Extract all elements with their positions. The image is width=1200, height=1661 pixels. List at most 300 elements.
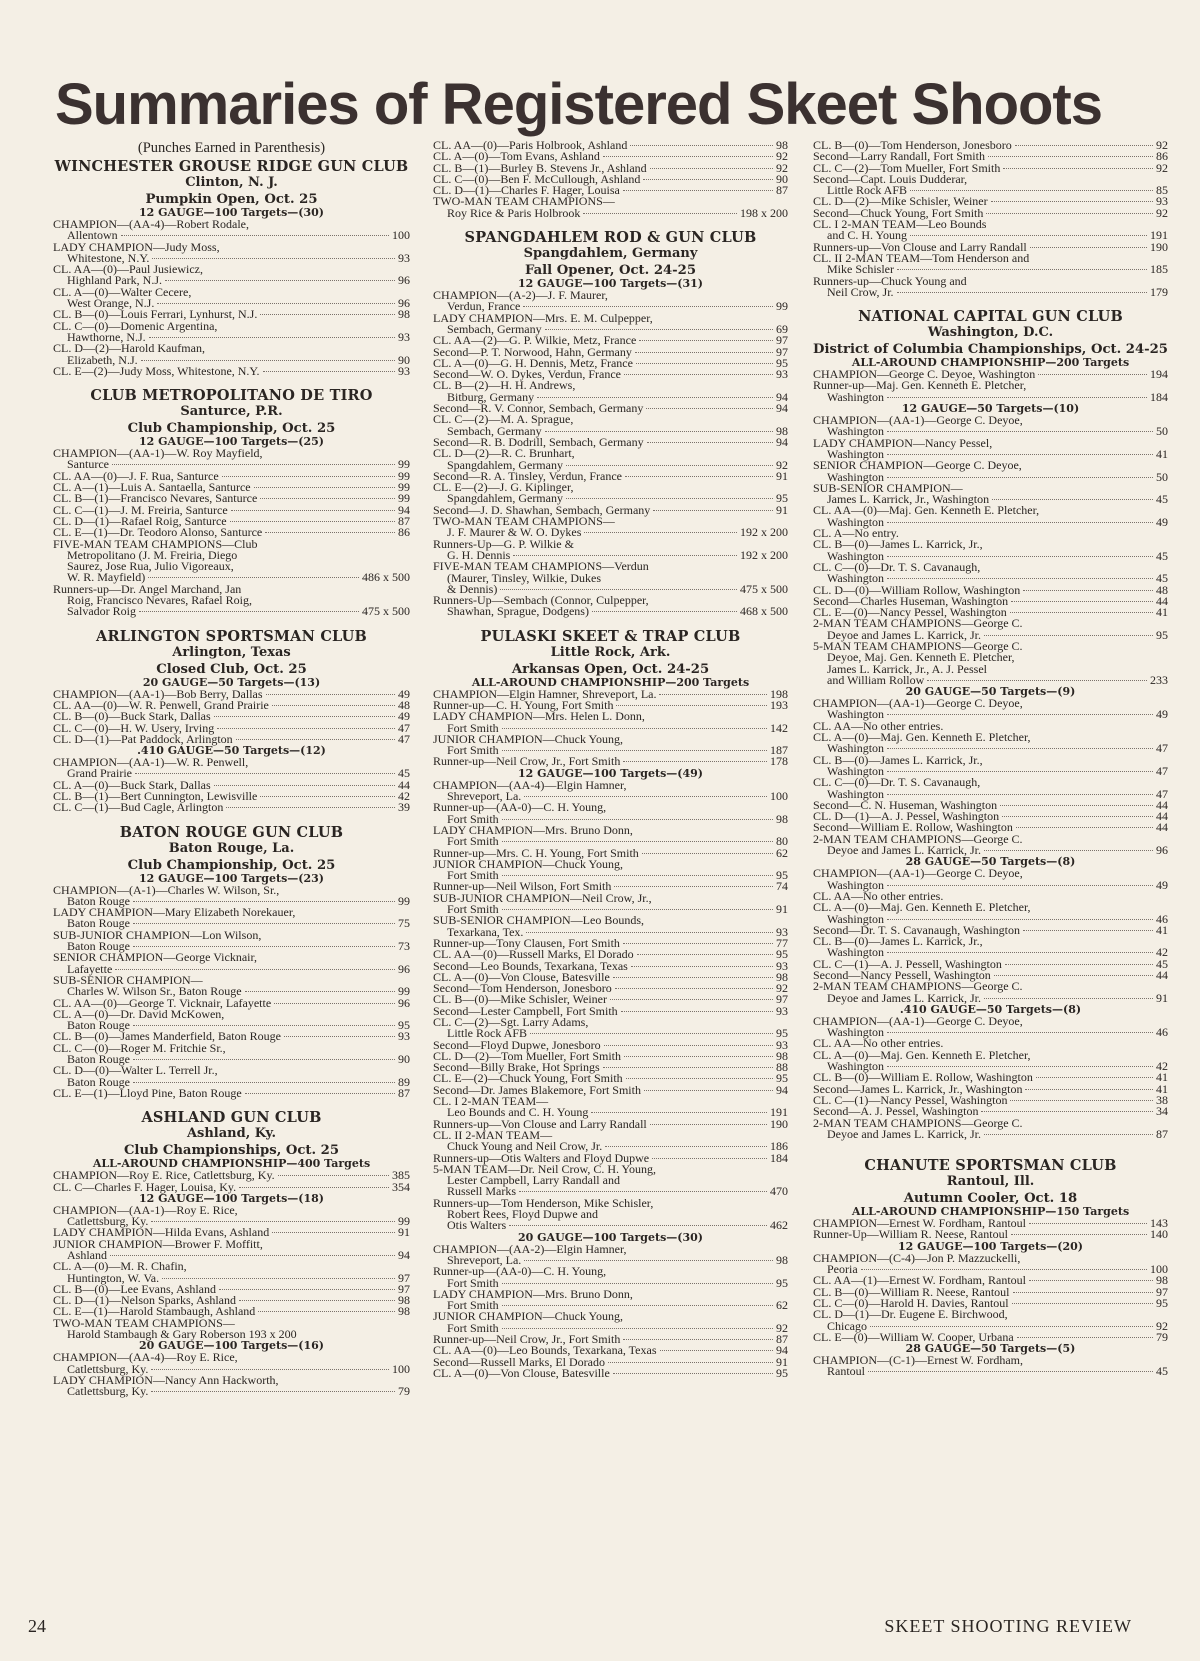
result-text: Washington: [827, 1061, 1156, 1072]
result-text: Whitestone, N.Y.: [67, 253, 398, 264]
result-text: Bitburg, Germany: [447, 392, 776, 403]
result-text: Second—J. D. Shawhan, Sembach, Germany: [433, 505, 776, 516]
gauge-header: .410 GAUGE—50 Targets—(12): [137, 744, 326, 758]
gauge-header: 20 GAUGE—50 Targets—(9): [905, 685, 1076, 699]
result-text: CL. C—(1)—Nancy Pessel, Washington: [813, 1095, 1156, 1106]
score: 41: [1156, 605, 1168, 620]
result-text: Spangdahlem, Germany: [447, 460, 776, 471]
score: 486 x 500: [362, 570, 410, 585]
result-text: Runners-up—Von Clouse and Larry Randall: [813, 242, 1150, 253]
club-location: Little Rock, Ark.: [550, 644, 671, 660]
column-1: [53, 140, 410, 1590]
result-text: Runners-up—Von Clouse and Larry Randall: [433, 1119, 770, 1130]
score: 96: [398, 273, 410, 288]
result-text: Runner-Up—William R. Neese, Rantoul: [813, 1229, 1150, 1240]
result-text: CL. E—(0)—William W. Cooper, Urbana: [813, 1332, 1156, 1343]
result-text: CL. E—(2)—J. G. Kiplinger,: [433, 482, 788, 493]
score: 95: [776, 947, 788, 962]
score: 95: [1156, 627, 1168, 642]
result-text: Grand Prairie: [67, 768, 398, 779]
result-text: Second—A. J. Pessel, Washington: [813, 1106, 1156, 1117]
result-text: Baton Rouge: [67, 896, 398, 907]
result-text: Baton Rouge: [67, 1020, 398, 1031]
score: 44: [1156, 968, 1168, 982]
result-text: TWO-MAN TEAM CHAMPIONS—: [433, 516, 788, 527]
score: 80: [776, 834, 788, 849]
score: 92: [1156, 140, 1168, 152]
result-text: Runner-up—Neil Wilson, Fort Smith: [433, 881, 776, 892]
gauge-header: 12 GAUGE—100 Targets—(30): [139, 206, 324, 219]
result-line: [53, 363, 410, 378]
score: 39: [398, 800, 410, 815]
score: 97: [1156, 1284, 1168, 1299]
result-text: CL. A—(0)—Walter Cecere,: [53, 287, 410, 298]
result-line: [813, 1250, 1168, 1265]
score: 91: [398, 1225, 410, 1240]
result-text: CL. A—(0)—Maj. Gen. Kenneth E. Pletcher,: [813, 1050, 1168, 1061]
result-text: CHAMPION—(AA-4)—Robert Rodale,: [53, 219, 410, 230]
score: 96: [398, 296, 410, 311]
result-text: TWO-MAN TEAM CHAMPIONS—: [433, 196, 788, 207]
result-text: CL. C—(1)—A. J. Pessell, Washington: [813, 959, 1156, 970]
score: 100: [1150, 1262, 1168, 1277]
result-text: CL. E—(1)—Lloyd Pine, Baton Rouge: [53, 1088, 398, 1099]
score: 47: [398, 731, 410, 746]
score: 44: [398, 777, 410, 792]
result-line: [813, 1126, 1168, 1141]
result-text: Peoria: [827, 1264, 1150, 1275]
result-text: CHAMPION—(AA-1)—George C. Deyoe,: [813, 415, 1168, 426]
result-text: CL. D—(1)—Charles F. Hager, Louisa: [433, 185, 776, 196]
result-text: G. H. Dennis: [447, 550, 740, 561]
score: 88: [776, 1060, 788, 1075]
result-text: and C. H. Young: [827, 230, 1150, 241]
result-text: LADY CHAMPION—Mrs. Bruno Donn,: [433, 825, 788, 836]
gauge-header: ALL-AROUND CHAMPIONSHIP—200 Targets: [471, 675, 750, 689]
result-text: CHAMPION—Elgin Hamner, Shreveport, La.: [433, 689, 770, 700]
score: 186: [770, 1139, 788, 1154]
score: 75: [398, 916, 410, 931]
result-text: CL. A—(1)—Luis A. Santaella, Santurce: [53, 482, 398, 493]
score: 95: [776, 1071, 788, 1086]
result-text: CL. C—(1)—J. M. Freiria, Santurce: [53, 505, 398, 516]
score: 41: [1156, 446, 1168, 461]
result-text: 2-MAN TEAM CHAMPIONS—George C.: [813, 1118, 1168, 1129]
score: 91: [776, 1354, 788, 1369]
club-location: Ashland, Ky.: [186, 1126, 277, 1142]
result-text: Washington: [827, 551, 1156, 562]
score: 92: [776, 1320, 788, 1335]
result-text: CL. B—(0)—Buck Stark, Dallas: [53, 711, 398, 722]
score: 77: [776, 935, 788, 950]
score: 92: [776, 981, 788, 996]
result-text: CL. D—(2)—Tom Mueller, Fort Smith: [433, 1051, 776, 1062]
score: 97: [776, 344, 788, 359]
result-text: Washington: [827, 426, 1156, 437]
score: 90: [398, 352, 410, 367]
result-text: Catlettsburg, Ky.: [67, 1216, 398, 1227]
event-title: District of Columbia Championships, Oct. 24-25: [813, 342, 1168, 358]
score: 47: [398, 720, 410, 735]
score: 92: [1156, 1318, 1168, 1333]
result-text: LADY CHAMPION—Judy Moss,: [53, 242, 410, 253]
score: 91: [1156, 990, 1168, 1005]
score: 192 x 200: [740, 525, 788, 540]
result-text: JUNIOR CHAMPION—Chuck Young,: [433, 734, 788, 745]
result-text: FIVE-MAN TEAM CHAMPIONS—Club: [53, 539, 410, 550]
result-text: CL. A—(0)—Maj. Gen. Kenneth E. Pletcher,: [813, 732, 1168, 743]
club-location: Clinton, N. J.: [185, 175, 278, 190]
score: 90: [398, 1052, 410, 1067]
gauge-header: ALL-AROUND CHAMPIONSHIP—150 Targets: [851, 1205, 1130, 1219]
score: 95: [776, 1026, 788, 1041]
score: 95: [776, 355, 788, 370]
result-text: Washington: [827, 449, 1156, 460]
score: 95: [776, 868, 788, 883]
result-text: 2-MAN TEAM CHAMPIONS—George C.: [813, 618, 1168, 629]
gauge-header: 12 GAUGE—100 Targets—(18): [139, 1191, 324, 1205]
result-text: Fort Smith: [447, 1278, 776, 1289]
result-text: CHAMPION—(AA-1)—George C. Deyoe,: [813, 698, 1168, 709]
score: 98: [398, 1304, 410, 1319]
result-text: CHAMPION—(C-4)—Jon P. Mazzuckelli,: [813, 1253, 1168, 1264]
result-text: CL. B—(0)—James L. Karrick, Jr.,: [813, 936, 1168, 947]
score: 93: [398, 329, 410, 344]
result-text: CL. C—Charles F. Hager, Louisa, Ky.: [53, 1182, 392, 1193]
result-text: CL. B—(1)—Francisco Nevares, Santurce: [53, 493, 398, 504]
result-text: CHAMPION—(AA-1)—George C. Deyoe,: [813, 1016, 1168, 1027]
result-text: Robert Rees, Floyd Dupwe and: [447, 1209, 788, 1220]
result-text: LADY CHAMPION—Nancy Ann Hackworth,: [53, 1375, 410, 1386]
result-text: CL. C—(2)—Sgt. Larry Adams,: [433, 1017, 788, 1028]
score: 91: [776, 502, 788, 517]
result-text: Washington: [827, 709, 1156, 720]
result-text: CHAMPION—(C-1)—Ernest W. Fordham,: [813, 1355, 1168, 1366]
result-text: Washington: [827, 789, 1156, 800]
score: 93: [776, 958, 788, 973]
result-text: Fort Smith: [447, 814, 776, 825]
score: 92: [1156, 205, 1168, 220]
parenthesis-note: (Punches Earned in Parenthesis): [137, 140, 326, 156]
result-text: Second—Dr. T. S. Cavanaugh, Washington: [813, 925, 1156, 936]
score: 192 x 200: [740, 547, 788, 562]
result-text: Runner-up—Mrs. C. H. Young, Fort Smith: [433, 848, 776, 859]
result-text: CHAMPION—(AA-1)—George C. Deyoe,: [813, 868, 1168, 879]
result-text: Ashland: [67, 1250, 398, 1261]
result-text: CL. E—(1)—Harold Stambaugh, Ashland: [53, 1306, 398, 1317]
result-line: [433, 205, 788, 220]
gauge-header: ALL-AROUND CHAMPIONSHIP—200 Targets: [851, 356, 1130, 370]
result-text: CL. B—(0)—James L. Karrick, Jr.,: [813, 539, 1168, 550]
result-text: Hawthorne, N.J.: [67, 332, 398, 343]
result-line: [433, 1365, 788, 1380]
score: 94: [776, 1082, 788, 1097]
result-text: CL. D—(1)—Nelson Sparks, Ashland: [53, 1295, 398, 1306]
result-text: LADY CHAMPION—Mary Elizabeth Norekauer,: [53, 907, 410, 918]
result-text: CHAMPION—(AA-1)—W. R. Penwell,: [53, 757, 410, 768]
score: 190: [1150, 239, 1168, 254]
score: 41: [1156, 922, 1168, 937]
score: 93: [776, 924, 788, 939]
result-text: Second—R. A. Tinsley, Verdun, France: [433, 471, 776, 482]
result-text: SUB-SENIOR CHAMPION—Leo Bounds,: [433, 915, 788, 926]
club-name: SPANGDAHLEM ROD & GUN CLUB: [464, 229, 757, 247]
score: 99: [398, 491, 410, 506]
score: 95: [398, 1018, 410, 1033]
event-title: Club Championships, Oct. 25: [123, 1143, 340, 1159]
result-text: Shawhan, Sprague, Dodgens): [447, 606, 740, 617]
result-text: SENIOR CHAMPION—George C. Deyoe,: [813, 460, 1168, 471]
result-text: Elizabeth, N.J.: [67, 355, 398, 366]
score: 89: [398, 1074, 410, 1089]
result-text: Huntington, W. Va.: [67, 1273, 398, 1284]
score: 79: [1156, 1329, 1168, 1344]
result-text: Highland Park, N.J.: [67, 275, 398, 286]
result-text: CL. D—(1)—A. J. Pessel, Washington: [813, 811, 1156, 822]
result-text: CL. C—(0)—Harold H. Davies, Rantoul: [813, 1298, 1156, 1309]
result-text: CL. I 2-MAN TEAM—: [433, 1096, 788, 1107]
result-text: Neil Crow, Jr.: [827, 287, 1150, 298]
result-text: Lester Campbell, Larry Randall and: [447, 1175, 788, 1186]
result-text: Fort Smith: [447, 870, 776, 881]
result-text: Runner-up—Neil Crow, Jr., Fort Smith: [433, 756, 770, 767]
result-text: CHAMPION—(AA-4)—Roy E. Rice,: [53, 1352, 410, 1363]
score: 45: [1156, 571, 1168, 586]
score: 99: [776, 299, 788, 314]
result-text: LADY CHAMPION—Nancy Pessel,: [813, 438, 1168, 449]
score: 92: [776, 457, 788, 472]
club-location: Santurce, P.R.: [180, 404, 283, 420]
result-text: Second—W. O. Dykes, Verdun, France: [433, 369, 776, 380]
result-text: & Dennis): [447, 584, 740, 595]
result-text: CHAMPION—(AA-1)—Roy E. Rice,: [53, 1205, 410, 1216]
result-text: Second—R. V. Connor, Sembach, Germany: [433, 403, 776, 414]
result-text: CL. B—(0)—Tom Henderson, Jonesboro: [813, 140, 1156, 151]
score: 92: [776, 149, 788, 164]
result-text: Verdun, France: [447, 301, 776, 312]
result-text: Washington: [827, 1027, 1156, 1038]
result-text: FIVE-MAN TEAM CHAMPIONS—Verdun: [433, 561, 788, 572]
result-text: CL. A—(0)—Tom Evans, Ashland: [433, 151, 776, 162]
club-name: CLUB METROPOLITANO DE TIRO: [90, 387, 373, 405]
result-text: CL. II 2-MAN TEAM—Tom Henderson and: [813, 253, 1168, 264]
result-text: Salvador Roig: [67, 606, 362, 617]
result-text: Baton Rouge: [67, 1077, 398, 1088]
result-text: Runners-up—Tom Henderson, Mike Schisler,: [433, 1198, 788, 1209]
result-text: SENIOR CHAMPION—George Vicknair,: [53, 952, 410, 963]
result-text: CL. B—(1)—Burley B. Stevens Jr., Ashland: [433, 163, 776, 174]
result-text: Runner-up—Maj. Gen. Kenneth E. Pletcher,: [813, 380, 1168, 391]
result-text: Chicago: [827, 1321, 1156, 1332]
result-text: CL. B—(0)—Mike Schisler, Weiner: [433, 994, 776, 1005]
gauge-header: 12 GAUGE—100 Targets—(49): [518, 766, 703, 780]
result-text: Runners-up—Dr. Angel Marchand, Jan: [53, 584, 410, 595]
score: 184: [1150, 389, 1168, 404]
result-text: Texarkana, Tex.: [447, 927, 776, 938]
score: 87: [398, 513, 410, 528]
result-text: James L. Karrick, Jr., A. J. Pessel: [827, 664, 1168, 675]
score: 92: [776, 160, 788, 175]
score: 42: [1156, 1059, 1168, 1074]
result-text: CL. AA—(0)—J. F. Rua, Santurce: [53, 471, 398, 482]
result-text: CL. D—(1)—Rafael Roig, Santurce: [53, 516, 398, 527]
score: 92: [1156, 160, 1168, 175]
score: 98: [776, 1252, 788, 1267]
score: 99: [398, 1214, 410, 1229]
result-text: JUNIOR CHAMPION—Chuck Young,: [433, 859, 788, 870]
event-title: Arkansas Open, Oct. 24-25: [511, 661, 710, 677]
score: 85: [1156, 183, 1168, 198]
score: 41: [1156, 1081, 1168, 1096]
score: 187: [770, 743, 788, 758]
result-text: CL. C—(0)—Roger M. Fritchie Sr.,: [53, 1043, 410, 1054]
result-text: Second—Tom Henderson, Jonesboro: [433, 983, 776, 994]
result-text: CHAMPION—(AA-1)—Bob Berry, Dallas: [53, 689, 398, 700]
result-text: James L. Karrick, Jr., Washington: [827, 494, 1156, 505]
result-text: CL. A—(0)—Dr. David McKowen,: [53, 1009, 410, 1020]
score: 90: [776, 171, 788, 186]
club-name: BATON ROUGE GUN CLUB: [119, 823, 344, 841]
gauge-header: ALL-AROUND CHAMPIONSHIP—400 Targets: [92, 1157, 371, 1171]
result-text: Washington: [827, 472, 1156, 483]
score: 93: [776, 1037, 788, 1052]
club-location: Rantoul, Ill.: [946, 1174, 1035, 1190]
score: 98: [1156, 1273, 1168, 1288]
score: 99: [398, 468, 410, 483]
result-text: Second—Dr. James Blakemore, Fort Smith: [433, 1085, 776, 1096]
result-text: Sembach, Germany: [447, 426, 776, 437]
score: 41: [1156, 1070, 1168, 1085]
result-text: CL. A—(0)—M. R. Chafin,: [53, 1261, 410, 1272]
score: 42: [398, 788, 410, 803]
result-text: Washington: [827, 392, 1150, 403]
score: 47: [1156, 741, 1168, 756]
column-2: [433, 140, 788, 1590]
result-line: [53, 1085, 410, 1100]
score: 100: [392, 1361, 410, 1376]
result-text: Santurce: [67, 459, 398, 470]
result-text: Little Rock AFB: [827, 185, 1156, 196]
score: 47: [1156, 786, 1168, 801]
score: 198 x 200: [740, 205, 788, 220]
event-title: Closed Club, Oct. 25: [156, 661, 307, 677]
result-text: CL. A—(0)—Von Clouse, Batesville: [433, 972, 776, 983]
result-text: Baton Rouge: [67, 918, 398, 929]
result-text: Chuck Young and Neil Crow, Jr.: [447, 1141, 770, 1152]
result-text: SUB-SENIOR CHAMPION—: [53, 975, 410, 986]
score: 86: [1156, 149, 1168, 164]
score: 44: [1156, 593, 1168, 608]
result-text: CL. A—(0)—G. H. Dennis, Metz, France: [433, 358, 776, 369]
score: 49: [1156, 514, 1168, 529]
result-text: Runner-up—Tony Clausen, Fort Smith: [433, 938, 776, 949]
club-name: ARLINGTON SPORTSMAN CLUB: [96, 627, 367, 645]
score: 143: [1150, 1216, 1168, 1231]
result-text: CHAMPION—(A-1)—Charles W. Wilson, Sr.,: [53, 885, 410, 896]
score: 87: [776, 1332, 788, 1347]
result-text: CL. D—(1)—Pat Paddock, Arlington: [53, 734, 398, 745]
score: 45: [1156, 492, 1168, 507]
score: 62: [776, 845, 788, 860]
result-text: Fort Smith: [447, 723, 770, 734]
result-text: Runners-up—Chuck Young and: [813, 276, 1168, 287]
result-line: [53, 606, 410, 617]
page-title: Summaries of Registered Skeet Shoots: [55, 72, 1102, 137]
result-text: CHAMPION—Ernest W. Fordham, Rantoul: [813, 1218, 1150, 1229]
score: 185: [1150, 262, 1168, 277]
result-text: Harold Stambaugh & Gary Roberson 193 x 200: [67, 1329, 410, 1340]
score: 62: [776, 1298, 788, 1313]
result-text: Fort Smith: [447, 1300, 776, 1311]
gauge-header: 12 GAUGE—100 Targets—(25): [139, 435, 324, 449]
result-text: Roig, Francisco Nevares, Rafael Roig,: [67, 595, 410, 606]
result-text: CL. C—(0)—Domenic Argentina,: [53, 321, 410, 332]
result-text: Second—Floyd Dupwe, Jonesboro: [433, 1040, 776, 1051]
result-text: Deyoe and James L. Karrick, Jr.: [827, 993, 1156, 1004]
score: 462: [770, 1218, 788, 1233]
club-location: Spangdahlem, Germany: [523, 246, 698, 262]
gauge-header: 28 GAUGE—50 Targets—(8): [905, 855, 1076, 869]
result-text: 2-MAN TEAM CHAMPIONS—George C.: [813, 981, 1168, 992]
club-name: PULASKI SKEET & TRAP CLUB: [480, 627, 741, 645]
club-name: CHANUTE SPORTSMAN CLUB: [864, 1157, 1117, 1175]
result-text: Second—Leo Bounds, Texarkana, Texas: [433, 961, 776, 972]
result-text: Little Rock AFB: [447, 1028, 776, 1039]
result-line: [813, 1366, 1168, 1377]
score: 93: [1156, 194, 1168, 209]
result-text: Second—William E. Rollow, Washington: [813, 822, 1156, 833]
result-text: Runner-up—C. H. Young, Fort Smith: [433, 700, 770, 711]
score: 79: [398, 1384, 410, 1399]
score: 49: [1156, 707, 1168, 722]
result-text: Metropolitano (J. M. Freiria, Diego: [67, 550, 410, 561]
score: 98: [776, 1048, 788, 1063]
score: 98: [776, 969, 788, 984]
result-text: CL. C—(0)—Ben F. McCullough, Ashland: [433, 174, 776, 185]
result-text: CL. AA—(0)—George T. Vicknair, Lafayette: [53, 998, 398, 1009]
gauge-header: 28 GAUGE—50 Targets—(5): [905, 1342, 1076, 1356]
score: 87: [776, 183, 788, 198]
club-location: Washington, D.C.: [927, 325, 1054, 341]
result-text: Second—Charles Huseman, Washington: [813, 596, 1156, 607]
score: 233: [1150, 672, 1168, 687]
gauge-header: 20 GAUGE—100 Targets—(30): [518, 1230, 703, 1244]
score: 86: [398, 525, 410, 540]
result-text: LADY CHAMPION—Mrs. Helen L. Donn,: [433, 711, 788, 722]
score: 44: [1156, 797, 1168, 812]
result-text: CL. A—(0)—Maj. Gen. Kenneth E. Pletcher,: [813, 902, 1168, 913]
score: 45: [398, 766, 410, 781]
club-location: Baton Rouge, La.: [168, 840, 295, 856]
score: 69: [776, 321, 788, 336]
result-text: Washington: [827, 914, 1156, 925]
result-text: CHAMPION—Roy E. Rice, Catlettsburg, Ky.: [53, 1170, 392, 1181]
result-text: CHAMPION—(AA-2)—Elgin Hamner,: [433, 1244, 788, 1255]
score: 99: [398, 893, 410, 908]
score: 98: [776, 140, 788, 152]
result-text: Fort Smith: [447, 836, 776, 847]
result-text: CL. II 2-MAN TEAM—: [433, 1130, 788, 1141]
result-text: Washington: [827, 947, 1156, 958]
result-text: SUB-SENIOR CHAMPION—: [813, 483, 1168, 494]
score: 98: [398, 307, 410, 322]
score: 94: [398, 1248, 410, 1262]
score: 184: [770, 1150, 788, 1165]
score: 94: [776, 434, 788, 449]
result-text: CL. C—(1)—Bud Cagle, Arlington: [53, 802, 398, 813]
result-text: Rantoul: [827, 1366, 1156, 1377]
result-text: CL. E—(2)—Judy Moss, Whitestone, N.Y.: [53, 366, 398, 377]
